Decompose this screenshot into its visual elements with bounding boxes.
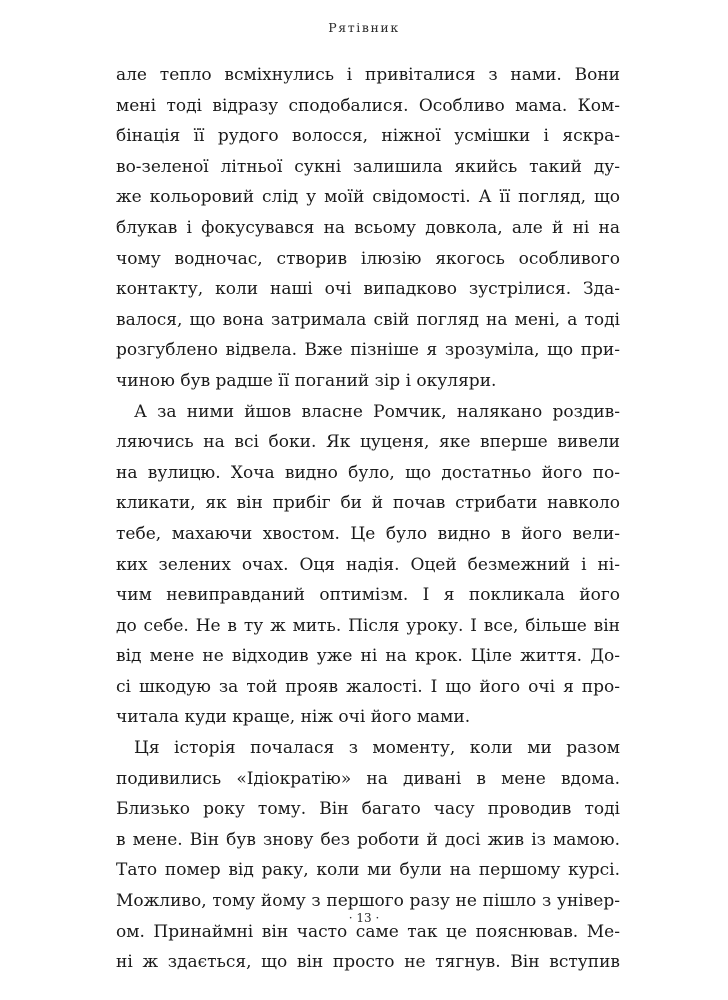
- text-line: в мене. Він був знову без роботи й досі жив із мамою.: [116, 829, 620, 850]
- text-line: до себе. Не в ту ж мить. Після уроку. І все, більше він: [116, 615, 620, 636]
- text-line: читала куди краще, ніж очі його мами.: [116, 707, 471, 728]
- text-line: подивились «Ідіократію» на дивані в мене вдома.: [116, 768, 620, 789]
- text-line: контакту, коли наші очі випадково зустрілися. Зда-: [116, 279, 620, 300]
- text-line: А за ними йшов власне Ромчик, налякано роздив-: [134, 401, 620, 422]
- body-text: [116, 60, 620, 978]
- text-line: тебе, махаючи хвостом. Це було видно в його вели-: [116, 523, 620, 544]
- text-line: ких зелених очах. Оця надія. Оцей безмежний і ні-: [116, 554, 620, 575]
- page-number: · 13 ·: [348, 911, 380, 925]
- text-line: чиною був радше її поганий зір і окуляри.: [116, 370, 497, 391]
- text-line: бінація її рудого волосся, ніжної усмішки і яскра-: [116, 126, 620, 147]
- text-line: кликати, як він прибіг би й почав стрибати навколо: [116, 493, 620, 514]
- text-line: валося, що вона затримала свій погляд на мені, а тоді: [116, 309, 620, 330]
- text-line: ні ж здається, що він просто не тягнув. Він вступив: [116, 952, 620, 973]
- text-line: але тепло всміхнулись і привіталися з нами. Вони: [116, 65, 620, 85]
- text-line: Ця історія почалася з моменту, коли ми разом: [134, 738, 620, 759]
- text-line: блукав і фокусувався на всьому довкола, але й ні на: [116, 217, 620, 238]
- text-line: сі шкодую за той прояв жалості. І що його очі я про-: [116, 676, 620, 697]
- text-line: во-зеленої літньої сукні залишила якийсь такий ду-: [116, 156, 620, 177]
- paragraph: [116, 397, 620, 734]
- text-line: Близько року тому. Він багато часу проводив тоді: [116, 799, 620, 820]
- text-line: від мене не відходив уже ні на крок. Ціле життя. До-: [116, 646, 620, 667]
- text-line: мені тоді відразу сподобалися. Особливо мама. Ком-: [116, 95, 620, 116]
- text-line: чому водночас, створив ілюзію якогось особливого: [116, 248, 620, 269]
- running-head: Рятівник: [328, 20, 400, 35]
- text-line: Тато помер від раку, коли ми були на першому курсі.: [116, 860, 620, 881]
- text-line: же кольоровий слід у моїй свідомості. А її погляд, що: [116, 187, 620, 208]
- text-line: розгублено відвела. Вже пізніше я зрозуміла, що при-: [116, 340, 620, 361]
- paragraph: [116, 60, 620, 397]
- paragraph: [116, 733, 620, 978]
- text-line: ом. Принаймні він часто саме так це пояснював. Ме-: [116, 921, 620, 942]
- text-line: ляючись на всі боки. Як цуценя, яке вперше вивели: [116, 432, 620, 453]
- text-line: чим невиправданий оптимізм. І я покликала його: [116, 585, 620, 606]
- text-line: Можливо, тому йому з першого разу не пішло з універ-: [116, 891, 620, 912]
- text-line: на вулицю. Хоча видно було, що достатньо його по-: [116, 462, 620, 483]
